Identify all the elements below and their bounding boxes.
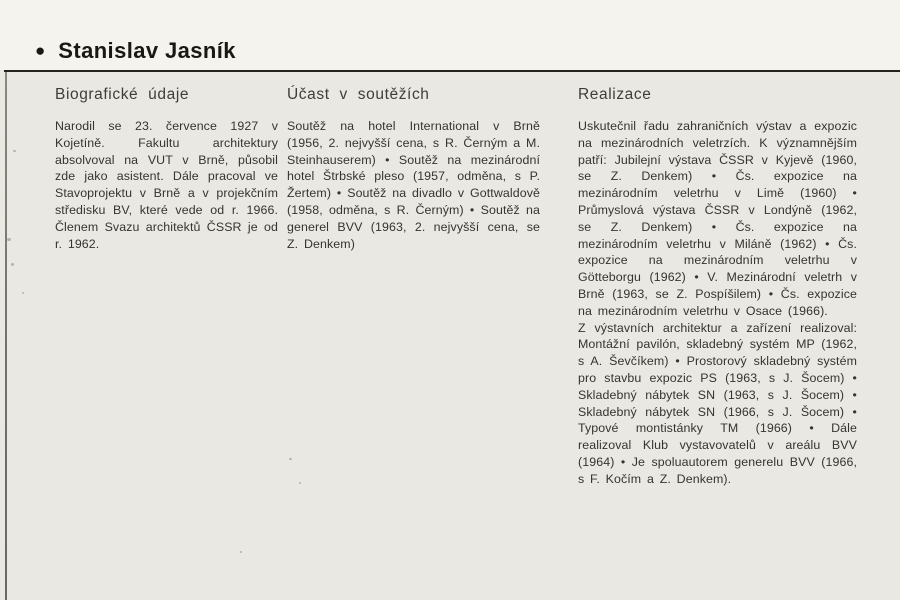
realizations-heading: Realizace	[578, 86, 652, 103]
column-realizations	[578, 86, 857, 488]
column-competitions	[287, 86, 540, 252]
biography-heading: Biografické údaje	[55, 86, 190, 103]
paper-speck	[299, 482, 301, 484]
realizations-paragraph-1: Uskutečnil řadu zahraničních výstav a expozic na mezinárodních veletrzích. K významnějším patří: Jubilejní výstava ČSSR v Kyjevě (1960, se Z. Denkem) • Čs. expozice na mezinárodním veletrhu v Limě (1960) • Průmyslová výstava ČSSR v Londýně (1962, se Z. Denkem) • Čs. expozice na mezinárodním veletrhu v Miláně (1962) • Čs. expozice na mezinárodním veletrhu v Götteborgu (1962) • V. Mezinárodní veletrh v Brně (1963, se Z. Pospíšilem) • Čs. expozice na mezinárodním veletrhu v Osace (1966).	[578, 119, 857, 318]
header-rule	[4, 70, 900, 72]
paper-speck	[7, 238, 11, 241]
page-title: Stanislav Jasník	[58, 38, 236, 63]
biography-paragraph: Narodil se 23. července 1927 v Kojetíně. Fakultu architektury absolvoval na VUT v Brně, působil zde jako asistent. Dále pracoval ve Stavoprojektu v Brně a v projekčním středisku BV, které vede od r. 1966. Členem Svazu architektů ČSSR je od r. 1962.	[55, 119, 278, 251]
paper-speck	[11, 263, 14, 266]
page-header	[0, 0, 900, 70]
paper-speck	[22, 292, 24, 294]
paper-speck	[240, 551, 242, 553]
paper-speck	[289, 458, 292, 460]
page-edge-line	[5, 72, 7, 600]
paper-speck	[13, 150, 16, 152]
column-biography	[55, 86, 278, 252]
bullet-icon: ●	[35, 41, 46, 60]
competitions-paragraph: Soutěž na hotel International v Brně (1956, 2. nejvyšší cena, s R. Černým a M. Steinhauserem) • Soutěž na mezinárodní hotel Štrbské pleso (1957, odměna, s P. Žertem) • Soutěž na divadlo v Gottwaldově (1958, odměna, s R. Černým) • Soutěž na generel BVV (1963, 2. nejvyšší cena, se Z. Denkem)	[287, 119, 540, 251]
competitions-heading: Účast v soutěžích	[287, 86, 430, 103]
realizations-paragraph-2: Z výstavních architektur a zařízení realizoval: Montážní pavilón, skladebný systém MP (1962, s A. Ševčíkem) • Prostorový skladebný systém pro stavbu expozic PS (1963, s J. Šocem) • Skladebný nábytek SN (1963, s J. Šocem) • Skladebný nábytek SN (1966, s J. Šocem) • Typové montistánky TM (1966) • Dále realizoval Klub vystavovatelů v areálu BVV (1964) • Je spoluautorem generelu BVV (1966, s F. Kočím a Z. Denkem).	[578, 320, 857, 486]
